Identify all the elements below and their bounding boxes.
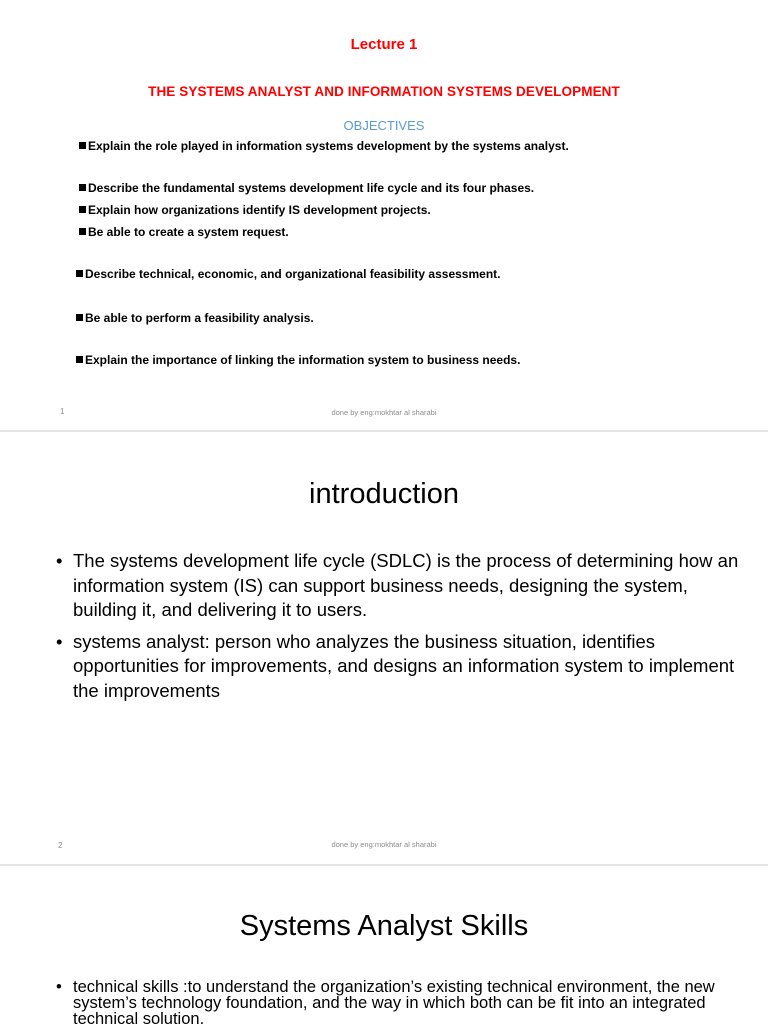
objective-item: Describe the fundamental systems development life cycle and its four phases. xyxy=(79,181,534,195)
slide-number: 2 xyxy=(58,841,63,850)
square-bullet-icon xyxy=(79,184,86,191)
list-item: • The systems development life cycle (SDLC) is the process of determining how an information system (IS) can support business needs, designing the system, building it, and delivering it to users. xyxy=(56,550,739,620)
square-bullet-icon xyxy=(79,228,86,235)
list-item: • systems analyst: person who analyzes the business situation, identifies opportunities for improvements, and designs an information system to implement the improvements xyxy=(56,630,735,701)
objective-item: Explain the role played in information systems development by the systems analyst. xyxy=(79,139,569,153)
slide-heading: Systems Analyst Skills xyxy=(239,910,529,942)
bullet-icon: • xyxy=(56,630,63,652)
slide-2 xyxy=(0,432,768,864)
list-item: • technical skills :to understand the organization’s existing technical environment, the new system’s technology foundation, and the way in which both can be fit into an integrated technical solution. xyxy=(56,978,715,1028)
lecture-title: Lecture 1 xyxy=(350,36,418,53)
bullet-icon: • xyxy=(56,550,63,571)
slide-heading: introduction xyxy=(309,478,459,510)
square-bullet-icon xyxy=(76,314,83,321)
objective-item: Describe technical, economic, and organizational feasibility assessment. xyxy=(76,267,500,281)
objective-item: Explain the importance of linking the information system to business needs. xyxy=(76,353,520,367)
slide-3 xyxy=(0,866,768,1028)
objectives-heading: OBJECTIVES xyxy=(343,118,425,133)
square-bullet-icon xyxy=(76,356,83,363)
bullet-list xyxy=(56,549,746,710)
slide-1 xyxy=(0,0,768,430)
objective-item: Explain how organizations identify IS development projects. xyxy=(79,203,431,217)
objective-item: Be able to create a system request. xyxy=(79,225,289,239)
objective-item: Be able to perform a feasibility analysis. xyxy=(76,311,314,325)
square-bullet-icon xyxy=(76,270,83,277)
bullet-list xyxy=(56,979,746,1034)
bullet-icon: • xyxy=(56,978,62,996)
slide-footer: done by eng:mokhtar al sharabi xyxy=(331,840,437,849)
square-bullet-icon xyxy=(79,206,86,213)
slide-number: 1 xyxy=(60,407,65,416)
slide-title: THE SYSTEMS ANALYST AND INFORMATION SYSTEMS DEVELOPMENT xyxy=(148,84,620,99)
square-bullet-icon xyxy=(79,142,86,149)
slide-footer: done by eng:mokhtar al sharabi xyxy=(331,408,437,417)
